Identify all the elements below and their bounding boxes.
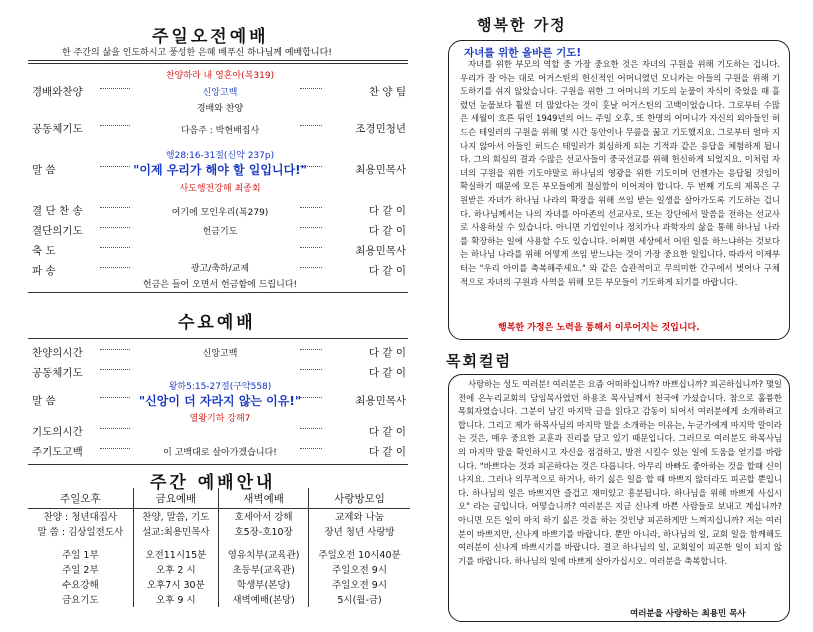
sermon-series: 사도행전강해 최종회 xyxy=(179,184,261,194)
table-cell: 영유치부(교육관) xyxy=(219,547,309,562)
order-item-detail: 신앙고백 xyxy=(202,349,238,359)
table-cell: 주일 2부 xyxy=(62,564,99,576)
order-item-label: 결단의기도 xyxy=(32,225,83,237)
table-cell: 교제와 나눔 xyxy=(309,509,410,524)
order-item-label: 말 씀 xyxy=(32,164,56,176)
sermon-title: "이제 우리가 해야 할 일입니다!" xyxy=(133,163,307,177)
leader-dots xyxy=(300,247,322,248)
order-item-detail: 경배와 찬양 xyxy=(196,104,244,114)
order-item-label: 기도의시간 xyxy=(32,426,83,438)
table-cell: 오후 2 시 xyxy=(133,562,218,577)
leader-dots xyxy=(300,428,322,429)
table-row xyxy=(28,577,410,592)
order-item-leader: 다 같 이 xyxy=(368,426,406,438)
table-row xyxy=(28,547,410,562)
leader-dots xyxy=(300,267,322,268)
order-item-leader: 최용민목사 xyxy=(355,245,406,257)
leader-dots xyxy=(100,397,130,398)
divider xyxy=(28,338,408,339)
table-cell: 주일오전 9시 xyxy=(309,577,410,592)
leader-dots xyxy=(300,369,322,370)
table-cell xyxy=(28,539,133,547)
leader-dots xyxy=(100,166,130,167)
scripture-reference: 행28:16-31절(신약 237p) xyxy=(165,151,275,161)
table-cell: 금요기도 xyxy=(61,594,99,606)
leader-dots xyxy=(100,247,130,248)
order-item-detail: 이 고백대로 살아가겠습니다! xyxy=(163,448,277,458)
sermon-series: 열왕기하 강해7 xyxy=(189,414,251,424)
table-cell: 호세아서 강해 xyxy=(219,509,309,524)
order-item-leader: 다 같 이 xyxy=(368,205,406,217)
leader-dots xyxy=(300,397,322,398)
order-item-detail: 광고/축하/교제 xyxy=(190,264,250,274)
family-article-body: 자녀를 위한 부모의 역할 중 가장 중요한 것은 자녀의 구원을 위해 기도하는 겁니다. 우리가 잘 아는 대로 어거스틴의 헌신적인 어머니였던 모니카는 아들의 구원을 위해 기도하기를 쉬지 않았습니다. 구원을 위한 그 어머니의 기도의 눈물이 자식이 죽었을 때 흘렸던 눈물보다 훨씬 더 많았다는 것이 훗날 어거스틴의 고백이었습니다. 그로부터 수많은 세월이 흐른 뒤인 1949년의 어느 주일 오후, 또 한명의 어머니가 자신의 외아들인 허드슨 테일러의 구원을 위해 몇 시간 동안이나 무릎을 꿇고 기도했지요. 그로부터 얼마 지나지 않아서 아들인 허드슨 테일러가 회심하게 되는 기적과 같은 응답을 체험하게 됩니다. 그의 회심의 결과 수많은 선교사들이 중국선교를 위해 헌신하게 되었지요. 이처럼 자녀의 구원을 위한 기도야말로 하나님의 영광을 위한 기도이며 언젠가는 응답될 것임이 확실하기 때문에 모든 부모들에게 절실함이 이어져야 합니다. 두 번째 기도의 제목은 구원받은 자녀가 하나님 나라의 확장을 위해 쓰임 받는 일생을 살아가도록 기도하는 겁니다. 하나님께서는 나의 자녀를 아마존의 선교사로, 또는 강단에서 말씀을 전하는 선교사로 사용하실 수 있습니다. 아니면 기업인이나 정치가나 과학자의 삶을 통해 하나님 나라를 확장하는 일에 사용할 수도 있습니다. 어쩌면 세상에서 어떤 일을 하느냐하는 것보다는 하나님 나라를 위해 어떻게 쓰임 받느냐는 것이 가장 중요한 일입니다. 따라서 이제부터는 "우리 아이를 축복해주세요." 와 같은 습관적이고 무의미한 간구에서 벗어나 구체적으로 자녀의 구원과 사역을 위해 모든 부모들이 기도하게 되기를 바랍니다. xyxy=(460,59,780,287)
divider xyxy=(28,292,408,293)
order-item-label: 공동체기도 xyxy=(32,123,83,135)
order-item-leader: 최용민목사 xyxy=(355,395,406,407)
leader-dots xyxy=(100,88,130,89)
leader-dots xyxy=(100,267,130,268)
order-item-label: 축 도 xyxy=(32,245,56,257)
leader-dots xyxy=(300,207,322,208)
order-item-label: 결 단 찬 송 xyxy=(32,205,83,217)
table-cell: 학생부(본당) xyxy=(219,577,309,592)
leader-dots xyxy=(100,349,130,350)
column-header: 사랑방모임 xyxy=(309,488,410,509)
table-cell: 주일 1부 xyxy=(62,549,99,561)
table-cell xyxy=(309,539,410,547)
divider xyxy=(28,60,408,64)
leader-dots xyxy=(300,349,322,350)
column-header: 금요예배 xyxy=(133,488,218,509)
leader-dots xyxy=(300,88,322,89)
order-item-leader: 다 같 이 xyxy=(368,367,406,379)
table-cell xyxy=(219,539,309,547)
column-header: 주일오후 xyxy=(28,488,133,509)
table-cell: 말 씀 : 김상일전도사 xyxy=(37,526,124,538)
leader-dots xyxy=(100,227,130,228)
family-article-closing: 행복한 가정은 노력을 통해서 이루어지는 것입니다. xyxy=(498,323,700,333)
table-row xyxy=(28,509,410,524)
leader-dots xyxy=(300,125,322,126)
column-header: 새벽예배 xyxy=(219,488,309,509)
scripture-reference: 왕하5:15-27절(구약558) xyxy=(168,382,272,392)
table-cell: 주일오전 10시40분 xyxy=(309,547,410,562)
sunday-service-title: 주일오전예배 xyxy=(152,27,269,47)
table-cell: 찬양 : 청년대집사 xyxy=(43,512,118,523)
order-item-leader: 다 같 이 xyxy=(368,347,406,359)
offering-notice: 헌금은 들어 오면서 헌금함에 드립니다! xyxy=(142,280,298,290)
column-heading: 목회컬럼 xyxy=(446,352,512,370)
sunday-service-subtitle: 한 주간의 삶을 인도하시고 풍성한 은혜 베푸신 하나님께 예배합니다! xyxy=(62,48,332,58)
order-item-leader: 찬 양 팀 xyxy=(368,86,406,98)
table-cell xyxy=(133,539,218,547)
table-cell: 수요강해 xyxy=(61,579,99,591)
wednesday-service-title: 수요예배 xyxy=(178,313,256,333)
order-item-label: 주기도고백 xyxy=(32,446,83,458)
order-item-label: 경배와찬양 xyxy=(32,86,83,98)
column-article-body: 사랑하는 성도 여러분! 여러분은 요즘 어떠하십니까? 바쁘십니까? 피곤하십니까? 몇일전에 온누리교회의 담임목사였던 하용조 목사님께서 천국에 가셨습니다. 참으로 훌륭한 목회자였습니다. 그분이 남긴 마지막 글을 읽다고 감동이 되어서 여러분에게 소개하려고 합니다. 그리고 제가 하목사님의 마지막 말을 소개하는 이유는, 누군가에게 마지막 말이라는 것은, 매우 중요한 교훈과 진리를 담고 있기 때문입니다. 그러므로 여러분도 하목사님의 마지막 말을 확인하시고 자신을 점검하고, 발전 시킬수 있는 일에 도움을 얻기를 바랍니다. "바쁘다는 것과 피곤하다는 것은 다릅니다. 아무리 바빠도 좋아하는 것을 할때 신이나지요. 그러나 의무적으로 하거나, 하기 싫은 일을 할 때 바쁘지 않더라도 피곤할 뿐입니다. 하나님의 일은 바쁘지만 즐겁고 재미있고 흥분됩니다. 하나님을 위해 바쁘게 사십시오" 라는 글입니다. 어떻습니까? 여러분은 지금 신나게 바쁜 사람들로 보내고 계십니까? 아니면 모든 일이 마치 하기 싫은 것을 하는 것인냥 피곤하게만 느껴지십니까? 저는 여러분이 바쁘지만, 신나게 바쁘기를 바랍니다. 뿐만 아니라, 하나님의 일, 교회 일을 함께해도 여러분이 신나게 바쁘시기를 바랍니다. 결코 하나님의 일, 교회일이 피곤한 일이 되지 않기를 바랍니다. 하나님의 일에 바쁘게 살아가십시오. 여러분을 축복합니다. xyxy=(458,379,782,566)
leader-dots xyxy=(100,125,130,126)
order-item-detail: 신앙고백 xyxy=(202,88,238,98)
order-item-leader: 다 같 이 xyxy=(368,265,406,277)
leader-dots xyxy=(100,428,130,429)
weekly-schedule-table xyxy=(28,488,410,607)
order-item-label: 말 씀 xyxy=(32,395,56,407)
opening-hymn: 찬양하라 내 영혼아(복319) xyxy=(165,71,275,81)
order-item-label: 공동체기도 xyxy=(32,367,83,379)
leader-dots xyxy=(300,227,322,228)
order-item-leader: 조경민청년 xyxy=(355,123,406,135)
order-item-leader: 다 같 이 xyxy=(368,225,406,237)
table-cell: 5시(월-금) xyxy=(309,592,410,607)
table-cell: 찬양, 말씀, 기도 xyxy=(133,509,218,524)
table-cell: 오전11시15분 xyxy=(133,547,218,562)
table-cell: 설교:최용민목사 xyxy=(133,524,218,539)
table-cell: 오후 9 시 xyxy=(133,592,218,607)
order-item-label: 파 송 xyxy=(32,265,56,277)
table-cell: 오후7시 30분 xyxy=(133,577,218,592)
order-item-leader: 최용민목사 xyxy=(355,164,406,176)
table-cell: 호5장-호10장 xyxy=(219,524,309,539)
order-item-detail: 여기에 모인우리(복279) xyxy=(171,208,269,218)
family-heading: 행복한 가정 xyxy=(477,16,567,34)
table-row xyxy=(28,592,410,607)
divider xyxy=(28,464,408,465)
sermon-title: "신앙이 더 자라지 않는 이유!" xyxy=(138,394,302,408)
order-item-detail: 다음주 : 박현배집사 xyxy=(180,126,260,136)
leader-dots xyxy=(100,369,130,370)
family-article-title: 자녀를 위한 올바른 기도! xyxy=(464,47,582,59)
leader-dots xyxy=(100,207,130,208)
leader-dots xyxy=(100,448,130,449)
weekly-guide-title: 주간 예배안내 xyxy=(150,473,276,493)
table-cell: 새벽예배(본당) xyxy=(219,592,309,607)
leader-dots xyxy=(300,448,322,449)
table-cell: 초등부(교육관) xyxy=(219,562,309,577)
column-signature: 여러분을 사랑하는 최용민 목사 xyxy=(630,609,746,619)
table-cell: 장년 청년 사랑방 xyxy=(309,524,410,539)
table-row xyxy=(28,539,410,547)
order-item-leader: 다 같 이 xyxy=(368,446,406,458)
order-item-detail: 헌금기도 xyxy=(202,227,238,237)
leader-dots xyxy=(300,166,322,167)
table-row xyxy=(28,562,410,577)
table-header-row xyxy=(28,488,410,509)
order-item-label: 찬양의시간 xyxy=(32,347,83,359)
table-cell: 주일오전 9시 xyxy=(309,562,410,577)
table-row xyxy=(28,524,410,539)
